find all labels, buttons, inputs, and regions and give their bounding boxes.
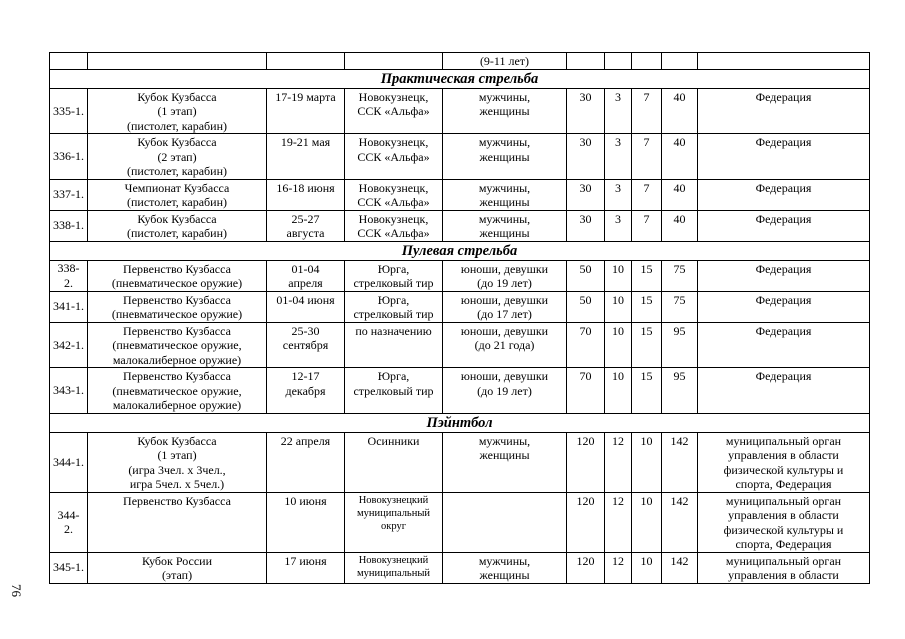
cell-org: муниципальный орган управления в области физической культуры и спорта, Федерация — [698, 492, 870, 552]
cell-place: Новокузнецкий муниципальный округ — [345, 492, 443, 552]
cell-trainers: 3 — [605, 88, 632, 134]
cell-participants — [443, 492, 567, 552]
cell-total: 142 — [662, 552, 698, 583]
cell-total: 75 — [662, 260, 698, 291]
section-row — [50, 241, 870, 260]
table-row — [50, 134, 870, 180]
cell-athletes: 50 — [567, 291, 605, 322]
cell-num: 336-1. — [50, 134, 88, 180]
cell-place: Новокузнецк, ССК «Альфа» — [345, 134, 443, 180]
table-row — [50, 260, 870, 291]
cell-trainers: 10 — [605, 368, 632, 414]
cell-total: 142 — [662, 432, 698, 492]
cell-org: Федерация — [698, 322, 870, 368]
cell-date: 16-18 июня — [267, 179, 345, 210]
cell-place: по назначению — [345, 322, 443, 368]
cell-name: Первенство Кузбасса (пневматическое оружие) — [88, 291, 267, 322]
cell-total: 40 — [662, 210, 698, 241]
cell-org: Федерация — [698, 368, 870, 414]
cell-num: 342-1. — [50, 322, 88, 368]
cell-num: 344-1. — [50, 432, 88, 492]
cell-org: муниципальный орган управления в области — [698, 552, 870, 583]
cell-trainers: 3 — [605, 210, 632, 241]
table-row — [50, 88, 870, 134]
cell-judges: 15 — [632, 291, 662, 322]
cell-judges: 10 — [632, 492, 662, 552]
cell-trainers: 3 — [605, 134, 632, 180]
section-title: Пулевая стрельба — [50, 241, 870, 260]
cell-participants: мужчины, женщины — [443, 210, 567, 241]
cell-athletes: 30 — [567, 210, 605, 241]
cell-num: 337-1. — [50, 179, 88, 210]
cell-num: 341-1. — [50, 291, 88, 322]
cell-name: Кубок Кузбасса (пистолет, карабин) — [88, 210, 267, 241]
cell-athletes: 30 — [567, 134, 605, 180]
cell-date: 01-04 апреля — [267, 260, 345, 291]
cell-date: 17 июня — [267, 552, 345, 583]
cell-date: 22 апреля — [267, 432, 345, 492]
cell-org: Федерация — [698, 291, 870, 322]
cell-trainers: 12 — [605, 492, 632, 552]
cell-participants: мужчины, женщины — [443, 88, 567, 134]
cell-name: Кубок Кузбасса (1 этап) (пистолет, карабин) — [88, 88, 267, 134]
cell-date: 12-17 декабря — [267, 368, 345, 414]
section-title: Практическая стрельба — [50, 69, 870, 88]
cell-judges: 15 — [632, 260, 662, 291]
cell-num: 338- 2. — [50, 260, 88, 291]
cell-name: Кубок России (этап) — [88, 552, 267, 583]
cell-name: Чемпионат Кузбасса (пистолет, карабин) — [88, 179, 267, 210]
cell-total: 95 — [662, 322, 698, 368]
cell-org: Федерация — [698, 210, 870, 241]
cell-num: 335-1. — [50, 88, 88, 134]
cell-total: 40 — [662, 134, 698, 180]
table-row — [50, 210, 870, 241]
cell-num: 345-1. — [50, 552, 88, 583]
cell-total: 142 — [662, 492, 698, 552]
cell-name: Кубок Кузбасса (1 этап) (игра 3чел. х 3чел., игра 5чел. х 5чел.) — [88, 432, 267, 492]
cell-name: Первенство Кузбасса (пневматическое оружие) — [88, 260, 267, 291]
cell-org: Федерация — [698, 179, 870, 210]
cell-participants: юноши, девушки (до 19 лет) — [443, 260, 567, 291]
cell-name: Первенство Кузбасса (пневматическое оружие, малокалиберное оружие) — [88, 368, 267, 414]
section-row — [50, 413, 870, 432]
cell-place: Осинники — [345, 432, 443, 492]
cell-trainers: 3 — [605, 179, 632, 210]
cell-org: Федерация — [698, 260, 870, 291]
cell-athletes: 50 — [567, 260, 605, 291]
cell-judges: 7 — [632, 134, 662, 180]
cell-org: Федерация — [698, 134, 870, 180]
section-row — [50, 69, 870, 88]
cell-athletes: 70 — [567, 322, 605, 368]
cell-judges: 7 — [632, 210, 662, 241]
top-row — [50, 53, 870, 70]
cell-name: Первенство Кузбасса — [88, 492, 267, 552]
cell-athletes: 120 — [567, 432, 605, 492]
cell-judges: 7 — [632, 88, 662, 134]
table-row — [50, 291, 870, 322]
cell-place: Юрга, стрелковый тир — [345, 260, 443, 291]
cell-place: Новокузнецк, ССК «Альфа» — [345, 88, 443, 134]
cell-trainers: 10 — [605, 260, 632, 291]
cell-judges: 10 — [632, 552, 662, 583]
cell-participants: юноши, девушки (до 17 лет) — [443, 291, 567, 322]
cell-place: Новокузнецк, ССК «Альфа» — [345, 179, 443, 210]
age-cell: (9-11 лет) — [443, 53, 567, 70]
cell-name: Первенство Кузбасса (пневматическое оружие, малокалиберное оружие) — [88, 322, 267, 368]
cell-place: Юрга, стрелковый тир — [345, 368, 443, 414]
cell-date: 25-27 августа — [267, 210, 345, 241]
cell-judges: 7 — [632, 179, 662, 210]
cell-date: 25-30 сентября — [267, 322, 345, 368]
cell-total: 40 — [662, 88, 698, 134]
table-row — [50, 368, 870, 414]
cell-judges: 15 — [632, 368, 662, 414]
schedule-table — [49, 52, 870, 584]
cell-date: 01-04 июня — [267, 291, 345, 322]
table-row — [50, 492, 870, 552]
cell-total: 95 — [662, 368, 698, 414]
cell-date: 19-21 мая — [267, 134, 345, 180]
cell-participants: юноши, девушки (до 21 года) — [443, 322, 567, 368]
table-row — [50, 432, 870, 492]
cell-org: муниципальный орган управления в области физической культуры и спорта, Федерация — [698, 432, 870, 492]
cell-athletes: 120 — [567, 552, 605, 583]
cell-name: Кубок Кузбасса (2 этап) (пистолет, карабин) — [88, 134, 267, 180]
cell-total: 75 — [662, 291, 698, 322]
cell-place: Новокузнецк, ССК «Альфа» — [345, 210, 443, 241]
cell-trainers: 10 — [605, 291, 632, 322]
cell-trainers: 10 — [605, 322, 632, 368]
cell-judges: 10 — [632, 432, 662, 492]
cell-judges: 15 — [632, 322, 662, 368]
cell-athletes: 70 — [567, 368, 605, 414]
cell-athletes: 120 — [567, 492, 605, 552]
cell-participants: мужчины, женщины — [443, 179, 567, 210]
cell-trainers: 12 — [605, 552, 632, 583]
cell-date: 17-19 марта — [267, 88, 345, 134]
table-row — [50, 322, 870, 368]
cell-trainers: 12 — [605, 432, 632, 492]
cell-participants: мужчины, женщины — [443, 432, 567, 492]
cell-athletes: 30 — [567, 179, 605, 210]
cell-place: Юрга, стрелковый тир — [345, 291, 443, 322]
cell-athletes: 30 — [567, 88, 605, 134]
page-number: 76 — [9, 584, 24, 597]
cell-num: 343-1. — [50, 368, 88, 414]
cell-participants: мужчины, женщины — [443, 134, 567, 180]
cell-num: 338-1. — [50, 210, 88, 241]
cell-participants: юноши, девушки (до 19 лет) — [443, 368, 567, 414]
cell-total: 40 — [662, 179, 698, 210]
table-row — [50, 179, 870, 210]
cell-place: Новокузнецкий муниципальный — [345, 552, 443, 583]
cell-num: 344- 2. — [50, 492, 88, 552]
section-title: Пэйнтбол — [50, 413, 870, 432]
cell-participants: мужчины, женщины — [443, 552, 567, 583]
cell-date: 10 июня — [267, 492, 345, 552]
table-row — [50, 552, 870, 583]
cell-org: Федерация — [698, 88, 870, 134]
